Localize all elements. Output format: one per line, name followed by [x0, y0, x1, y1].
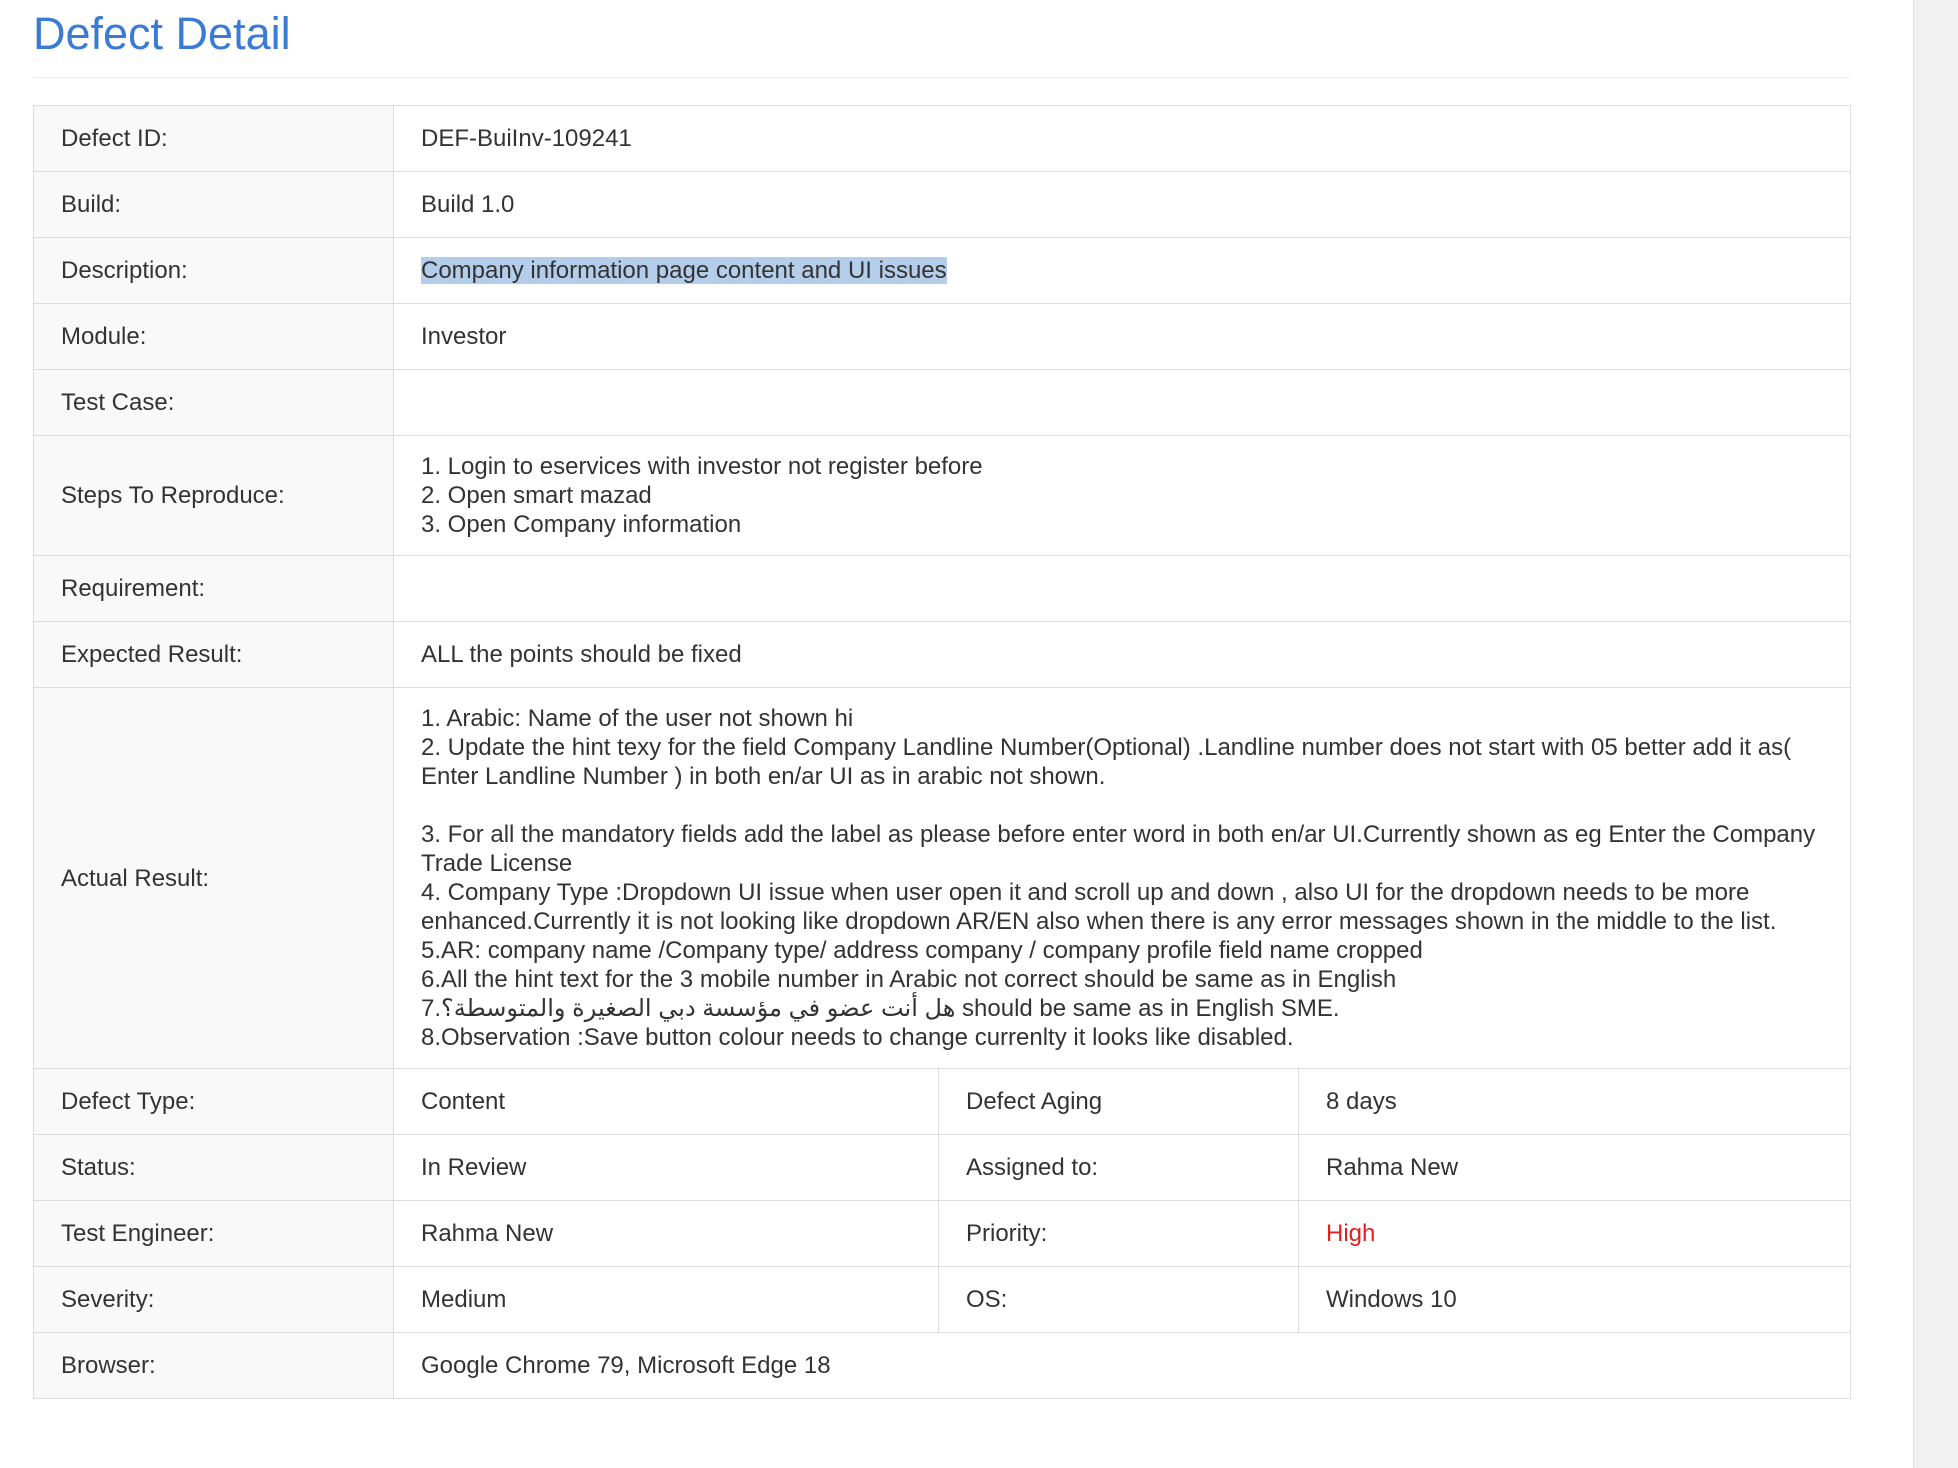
defect-id-value: DEF-BuiInv-109241 [394, 106, 1851, 172]
os-label: OS: [939, 1267, 1299, 1333]
actual-result-line: 2. Update the hint texy for the field Company Landline Number(Optional) .Landline number does not start with 05 better add it as( Enter Landline Number ) in both en/ar UI as in arabic not shown. [421, 734, 1792, 790]
priority-value: High [1299, 1201, 1851, 1267]
test-case-value [394, 370, 1851, 436]
browser-value: Google Chrome 79, Microsoft Edge 18 [394, 1333, 1851, 1399]
severity-value: Medium [394, 1267, 939, 1333]
assigned-to-label: Assigned to: [939, 1135, 1299, 1201]
expected-result-value: ALL the points should be fixed [394, 622, 1851, 688]
vertical-scrollbar[interactable] [1913, 0, 1958, 1468]
requirement-label: Requirement: [34, 556, 394, 622]
actual-result-line: 1. Arabic: Name of the user not shown hi [421, 705, 854, 732]
priority-label: Priority: [939, 1201, 1299, 1267]
page-title: Defect Detail [33, 8, 291, 59]
row-description [34, 238, 1851, 304]
step-line: 1. Login to eservices with investor not register before [421, 453, 983, 480]
row-browser [34, 1333, 1851, 1399]
defect-aging-value: 8 days [1299, 1069, 1851, 1135]
requirement-value [394, 556, 1851, 622]
row-requirement [34, 556, 1851, 622]
actual-result-line: 7.هل أنت عضو في مؤسسة دبي الصغيرة والمتوسطة؟ should be same as in English SME. [421, 995, 1340, 1022]
step-line: 2. Open smart mazad [421, 482, 652, 509]
row-severity [34, 1267, 1851, 1333]
row-defect-type [34, 1069, 1851, 1135]
defect-detail-table [33, 105, 1851, 1399]
actual-result-line: 3. For all the mandatory fields add the label as please before enter word in both en/ar UI.Currently shown as eg Enter the Company Trade License [421, 821, 1816, 877]
row-status [34, 1135, 1851, 1201]
step-line: 3. Open Company information [421, 511, 742, 538]
module-value: Investor [394, 304, 1851, 370]
row-test-engineer [34, 1201, 1851, 1267]
steps-value [394, 436, 1851, 556]
title-divider [33, 77, 1850, 78]
actual-result-line: 8.Observation :Save button colour needs to change currenlty it looks like disabled. [421, 1024, 1294, 1051]
test-engineer-label: Test Engineer: [34, 1201, 394, 1267]
actual-result-line: 4. Company Type :Dropdown UI issue when user open it and scroll up and down , also UI for the dropdown needs to be more enhanced.Currently it is not looking like dropdown AR/EN also when there is any error messages shown in the middle to the list. [421, 879, 1777, 935]
os-value: Windows 10 [1299, 1267, 1851, 1333]
defect-type-label: Defect Type: [34, 1069, 394, 1135]
row-steps-to-reproduce [34, 436, 1851, 556]
status-label: Status: [34, 1135, 394, 1201]
actual-result-blank-line [421, 791, 1823, 820]
actual-result-line: 5.AR: company name /Company type/ address company / company profile field name cropped [421, 937, 1423, 964]
build-label: Build: [34, 172, 394, 238]
row-defect-id [34, 106, 1851, 172]
row-build [34, 172, 1851, 238]
test-case-label: Test Case: [34, 370, 394, 436]
row-expected-result [34, 622, 1851, 688]
build-value: Build 1.0 [394, 172, 1851, 238]
row-test-case [34, 370, 1851, 436]
row-module [34, 304, 1851, 370]
defect-type-value: Content [394, 1069, 939, 1135]
row-actual-result [34, 688, 1851, 1069]
actual-result-label: Actual Result: [34, 688, 394, 1069]
expected-result-label: Expected Result: [34, 622, 394, 688]
description-label: Description: [34, 238, 394, 304]
module-label: Module: [34, 304, 394, 370]
actual-result-value [394, 688, 1851, 1069]
browser-label: Browser: [34, 1333, 394, 1399]
description-cell [394, 238, 1851, 304]
assigned-to-value: Rahma New [1299, 1135, 1851, 1201]
defect-id-label: Defect ID: [34, 106, 394, 172]
description-value[interactable]: Company information page content and UI issues [421, 257, 947, 284]
defect-aging-label: Defect Aging [939, 1069, 1299, 1135]
actual-result-line: 6.All the hint text for the 3 mobile number in Arabic not correct should be same as in English [421, 966, 1397, 993]
test-engineer-value: Rahma New [394, 1201, 939, 1267]
severity-label: Severity: [34, 1267, 394, 1333]
status-value: In Review [394, 1135, 939, 1201]
steps-label: Steps To Reproduce: [34, 436, 394, 556]
